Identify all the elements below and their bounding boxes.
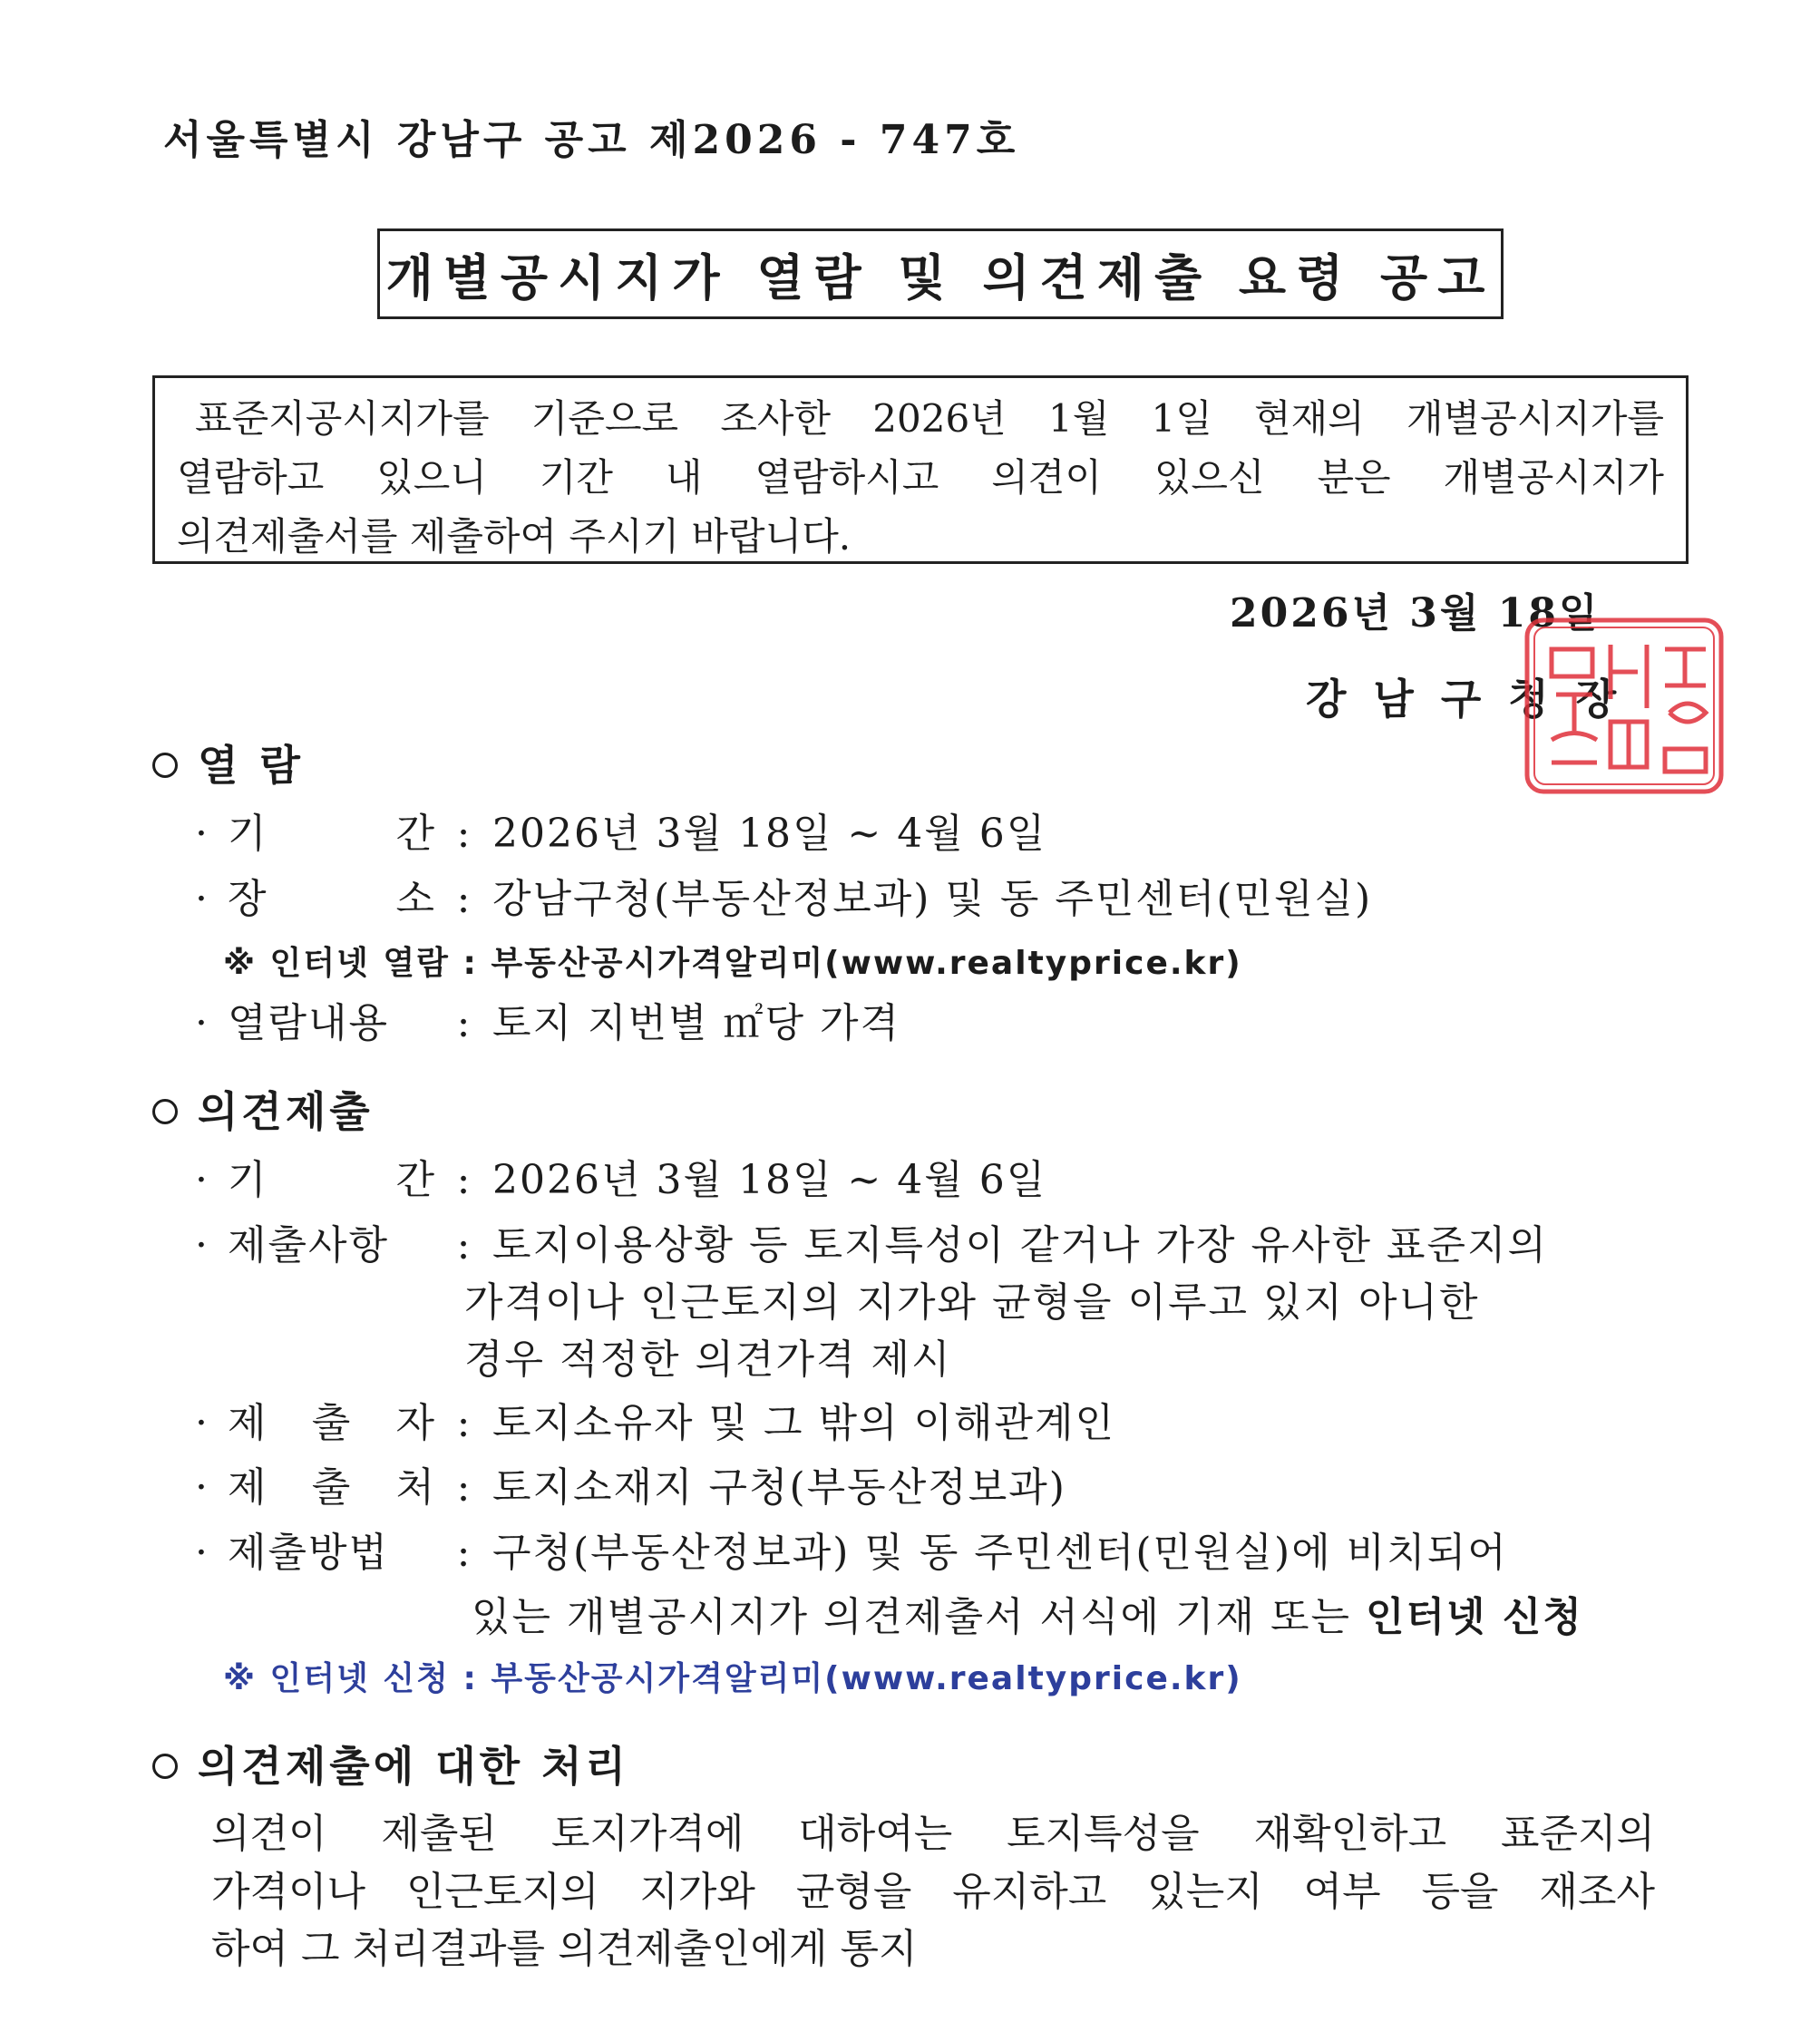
submitter-row: · 제 출 자 : 토지소유자 및 그 밖의 이해관계인: [195, 1390, 1115, 1448]
row-label: 제 출 처: [228, 1464, 436, 1511]
method-text: 있는 개별공시지가 의견제출서 서식에 기재 또는: [472, 1594, 1352, 1640]
processing-line: 하여 그 처리결과를 의견제출인에게 통지: [211, 1926, 918, 1972]
section-heading-processing: 의견제출에 대한 처리: [152, 1734, 629, 1793]
row-value: 강남구청(부동산정보과) 및 동 주민센터(민원실): [492, 876, 1373, 922]
method-cont: [472, 1584, 1583, 1642]
row-value: 토지 지번별 ㎡당 가격: [492, 1000, 900, 1046]
processing-line: 의견이 제출된 토지가격에 대하여는 토지특성을 재확인하고 표준지의: [211, 1811, 1655, 1857]
viewing-period-row: · 기 간 : 2026년 3월 18일 ~ 4월 6일: [195, 801, 1046, 859]
row-value: 토지소유자 및 그 밖의 이해관계인: [492, 1400, 1115, 1446]
intro-line: 의견제출서를 제출하여 주시기 바랍니다.: [177, 514, 852, 559]
document-title: 개별공시지가 열람 및 의견제출 요령 공고: [385, 248, 1495, 306]
circle-bullet-icon: [152, 1099, 178, 1124]
row-value: 2026년 3월 18일 ~ 4월 6일: [492, 1157, 1047, 1203]
row-value: 토지이용상황 등 토지특성이 같거나 가장 유사한 표준지의: [492, 1222, 1549, 1268]
submission-internet-note: ※ 인터넷 신청 : 부동산공시가격알리미(www.realtyprice.kr): [223, 1660, 1242, 1697]
intro-line: 열람하고 있으니 기간 내 열람하시고 의견이 있으신 분은 개별공시지가: [177, 455, 1664, 500]
official-seal-icon: [1520, 613, 1728, 799]
destination-row: · 제 출 처 : 토지소재지 구청(부동산정보과): [195, 1454, 1066, 1512]
title-box: [377, 228, 1504, 319]
row-label: 제 출 자: [228, 1400, 436, 1446]
submission-period-row: · 기 간 : 2026년 3월 18일 ~ 4월 6일: [195, 1147, 1046, 1205]
processing-line: 가격이나 인근토지의 지가와 균형을 유지하고 있는지 여부 등을 재조사: [211, 1869, 1655, 1915]
section-heading-viewing: 열 람: [152, 733, 304, 792]
row-label: 기 간: [228, 1157, 436, 1203]
method-bold: 인터넷 신청: [1366, 1594, 1583, 1640]
row-value: 2026년 3월 18일 ~ 4월 6일: [492, 811, 1047, 857]
row-label: 제출방법: [228, 1530, 390, 1576]
intro-box: [152, 375, 1689, 564]
submission-items-cont: 경우 적정한 의견가격 제시: [464, 1336, 952, 1383]
method-row: · 제출방법 : 구청(부동산정보과) 및 동 주민센터(민원실)에 비치되어: [195, 1520, 1508, 1578]
row-value: 구청(부동산정보과) 및 동 주민센터(민원실)에 비치되어: [492, 1530, 1508, 1576]
issuer-name: 강남구청장: [1306, 675, 1644, 724]
circle-bullet-icon: [152, 753, 178, 778]
row-label: 장 소: [228, 876, 436, 922]
viewing-internet-note: ※ 인터넷 열람 : 부동산공시가격알리미(www.realtyprice.kr): [223, 945, 1242, 982]
viewing-place-row: · 장 소 : 강남구청(부동산정보과) 및 동 주민센터(민원실): [195, 866, 1372, 924]
notice-date: 2026년 3월 18일: [1230, 590, 1601, 637]
intro-line: 표준지공시지가를 기준으로 조사한 2026년 1월 1일 현재의 개별공시지가를: [195, 396, 1664, 441]
viewing-content-row: · 열람내용 : 토지 지번별 ㎡당 가격: [195, 990, 900, 1048]
section-heading-submission: 의견제출: [152, 1079, 374, 1139]
notice-number: 서울특별시 강남구 공고 제2026 - 747호: [163, 117, 1020, 163]
row-value: 토지소재지 구청(부동산정보과): [492, 1464, 1066, 1511]
circle-bullet-icon: [152, 1754, 178, 1779]
row-label: 열람내용: [228, 1000, 390, 1046]
submission-items-row: · 제출사항 : 토지이용상황 등 토지특성이 같거나 가장 유사한 표준지의: [195, 1212, 1548, 1270]
row-label: 기 간: [228, 811, 436, 857]
row-label: 제출사항: [228, 1222, 390, 1268]
submission-items-cont: 가격이나 인근토지의 지가와 균형을 이루고 있지 아니한: [464, 1279, 1480, 1326]
